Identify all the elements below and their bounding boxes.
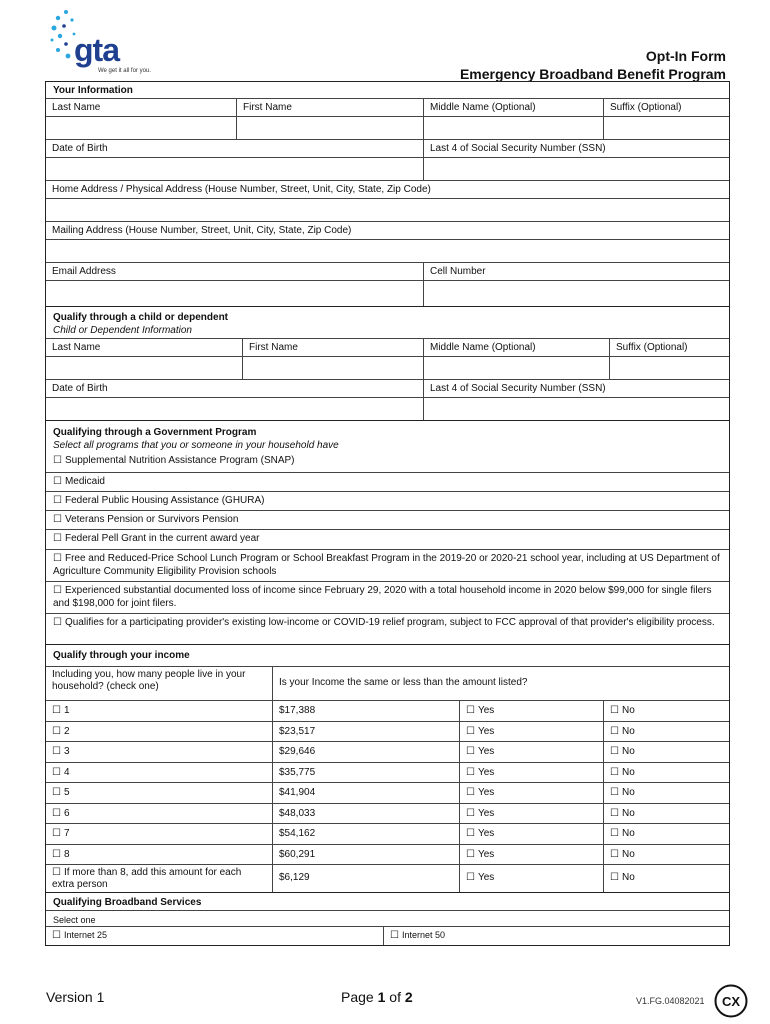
yes-label: Yes: [477, 725, 495, 737]
checkbox-icon[interactable]: ☐: [610, 848, 619, 860]
program-label: Medicaid: [64, 476, 105, 487]
logo-text: gta: [74, 32, 119, 68]
program-label: Supplemental Nutrition Assistance Program (SNAP): [64, 455, 295, 466]
household-size-option[interactable]: [46, 763, 272, 783]
middle-name-field[interactable]: [423, 117, 603, 139]
household-size-option[interactable]: [46, 742, 272, 762]
form-subtitle: Emergency Broadband Benefit Program: [459, 66, 726, 82]
checkbox-icon[interactable]: ☐: [466, 807, 475, 819]
child-dob-field[interactable]: [46, 398, 423, 420]
income-no-option[interactable]: [603, 763, 729, 783]
income-no-option[interactable]: [603, 804, 729, 824]
checkbox-icon[interactable]: ☐: [390, 930, 399, 941]
checkbox-icon[interactable]: ☐: [610, 807, 619, 819]
income-amount: $48,033: [272, 804, 459, 824]
income-row: [46, 823, 729, 844]
income-no-option[interactable]: [603, 701, 729, 721]
no-label: No: [621, 807, 635, 819]
no-label: No: [621, 725, 635, 737]
program-label: Veterans Pension or Survivors Pension: [64, 514, 239, 525]
household-size-label: If more than 8, add this amount for each extra person: [52, 867, 242, 890]
income-row: [46, 721, 729, 742]
income-yes-option[interactable]: [459, 804, 603, 824]
income-yes-option[interactable]: [459, 722, 603, 742]
no-label: No: [621, 766, 635, 778]
income-yes-option[interactable]: [459, 783, 603, 803]
mailing-address-label: Mailing Address (House Number, Street, Unit, City, State, Zip Code): [52, 225, 352, 236]
email-label: Email Address: [52, 266, 116, 277]
child-middle-name-field[interactable]: [423, 357, 609, 379]
child-middle-name-label: Middle Name (Optional): [423, 339, 609, 356]
checkbox-icon[interactable]: ☐: [53, 455, 62, 466]
child-suffix-label: Suffix (Optional): [609, 339, 729, 356]
income-amount: $6,129: [272, 865, 459, 892]
page-of: of: [389, 989, 401, 1005]
income-row: [46, 782, 729, 803]
yes-label: Yes: [477, 872, 495, 883]
no-label: No: [621, 787, 635, 798]
household-size-label: 3: [63, 746, 70, 757]
home-address-field[interactable]: [46, 199, 729, 221]
income-header-row: [46, 666, 729, 700]
form-title: Opt-In Form: [645, 48, 726, 64]
name-input-row: [46, 116, 729, 139]
home-address-input-row: [46, 198, 729, 221]
checkbox-icon[interactable]: ☐: [466, 746, 475, 757]
program-option-school-lunch[interactable]: [46, 549, 729, 581]
logo-tagline: We get it all for you.: [98, 68, 151, 74]
checkbox-icon[interactable]: ☐: [466, 725, 475, 737]
household-size-option[interactable]: [46, 865, 272, 892]
child-dob-label-row: [46, 379, 729, 397]
income-question-header: Is your Income the same or less than the amount listed?: [272, 667, 729, 700]
child-ssn-field[interactable]: [423, 398, 729, 420]
mailing-address-label-row: [46, 221, 729, 239]
mailing-address-field[interactable]: [46, 240, 729, 262]
income-row: [46, 762, 729, 783]
household-size-label: 4: [63, 766, 70, 778]
yes-label: Yes: [477, 787, 495, 798]
program-option-snap[interactable]: [46, 452, 729, 472]
yes-label: Yes: [477, 705, 495, 716]
footer-page-number: [341, 989, 413, 1005]
checkbox-icon[interactable]: ☐: [610, 828, 619, 839]
child-first-name-field[interactable]: [242, 357, 423, 379]
income-row: [46, 741, 729, 762]
income-yes-option[interactable]: [459, 701, 603, 721]
program-label: Experienced substantial documented loss of income since February 29, 2020 with a total household income in 2020 below $99,000 for single filers and $198,000 for joint filers.: [53, 585, 712, 609]
home-address-label-row: [46, 180, 729, 198]
checkbox-icon[interactable]: ☐: [52, 828, 61, 839]
child-ssn-label: Last 4 of Social Security Number (SSN): [423, 380, 729, 397]
program-label: Federal Pell Grant in the current award year: [64, 533, 260, 544]
your-info-heading: Your Information: [53, 85, 133, 96]
gov-heading: Qualifying through a Government Program: [46, 420, 729, 440]
checkbox-icon[interactable]: ☐: [610, 746, 619, 757]
checkbox-icon[interactable]: ☐: [610, 872, 619, 883]
checkbox-icon[interactable]: ☐: [610, 766, 619, 778]
dob-label-row: [46, 139, 729, 157]
checkbox-icon[interactable]: ☐: [52, 807, 61, 819]
opt-in-form: [45, 81, 730, 946]
child-last-name-label: Last Name: [52, 342, 101, 353]
income-amount: $54,162: [272, 824, 459, 844]
checkbox-icon[interactable]: ☐: [53, 553, 62, 564]
income-amount: $41,904: [272, 783, 459, 803]
page-prefix: Page: [341, 989, 374, 1005]
cell-field[interactable]: [423, 281, 729, 306]
dob-label: Date of Birth: [52, 143, 108, 154]
checkbox-icon[interactable]: ☐: [52, 766, 61, 778]
checkbox-icon[interactable]: ☐: [610, 705, 619, 716]
income-row: [46, 844, 729, 865]
checkbox-icon[interactable]: ☐: [52, 848, 61, 860]
ssn-label: Last 4 of Social Security Number (SSN): [423, 140, 729, 157]
checkbox-icon[interactable]: ☐: [466, 848, 475, 860]
footer-version: Version 1: [46, 989, 105, 1005]
no-label: No: [621, 828, 635, 839]
cell-label: Cell Number: [423, 263, 729, 280]
checkbox-icon[interactable]: ☐: [610, 787, 619, 798]
program-option-income-loss[interactable]: [46, 581, 729, 613]
dob-input-row: [46, 157, 729, 180]
first-name-field[interactable]: [236, 117, 423, 139]
service-label: Internet 50: [401, 930, 445, 940]
program-label: Qualifies for a participating provider's existing low-income or COVID-19 relief program, subject to FCC approval of that provider's eligibility process.: [64, 617, 715, 628]
child-heading: Qualify through a child or dependent: [46, 306, 729, 324]
no-label: No: [621, 848, 635, 860]
income-row: [46, 700, 729, 721]
email-field[interactable]: [46, 281, 423, 306]
child-name-input-row: [46, 356, 729, 379]
household-size-option[interactable]: [46, 701, 272, 721]
household-size-option[interactable]: [46, 783, 272, 803]
checkbox-icon[interactable]: ☐: [466, 872, 475, 883]
checkbox-icon[interactable]: ☐: [53, 585, 62, 596]
name-label-row: [46, 98, 729, 116]
child-dob-label: Date of Birth: [52, 383, 108, 394]
income-amount: $23,517: [272, 722, 459, 742]
child-suffix-field[interactable]: [609, 357, 729, 379]
income-row: [46, 803, 729, 824]
child-note: Child or Dependent Information: [53, 325, 192, 336]
gov-note: Select all programs that you or someone in your household have: [53, 440, 339, 451]
contact-label-row: [46, 262, 729, 280]
checkbox-icon[interactable]: ☐: [52, 725, 61, 737]
cx-badge-text: CX: [721, 994, 741, 1009]
income-no-option[interactable]: [603, 865, 729, 892]
home-address-label: Home Address / Physical Address (House Number, Street, Unit, City, State, Zip Code): [52, 184, 431, 195]
income-yes-option[interactable]: [459, 845, 603, 865]
page-total: 2: [404, 989, 413, 1005]
checkbox-icon[interactable]: ☐: [52, 867, 61, 878]
program-option-housing[interactable]: [46, 491, 729, 510]
checkbox-icon[interactable]: ☐: [466, 705, 475, 716]
program-option-provider[interactable]: [46, 613, 729, 644]
services-note: Select one: [46, 910, 729, 926]
service-label: Internet 25: [63, 930, 107, 940]
dob-field[interactable]: [46, 158, 423, 180]
program-option-pell[interactable]: [46, 529, 729, 549]
no-label: No: [621, 872, 635, 883]
suffix-field[interactable]: [603, 117, 729, 139]
page-num: 1: [377, 989, 386, 1005]
program-option-veterans[interactable]: [46, 510, 729, 529]
household-size-label: 6: [63, 807, 70, 819]
program-label: Free and Reduced-Price School Lunch Program or School Breakfast Program in the 2019-20 or 2020-21 school year, including at US Department of Agriculture Community Eligibility Provision schools: [53, 553, 720, 577]
checkbox-icon[interactable]: ☐: [466, 766, 475, 778]
household-size-label: 8: [63, 848, 70, 860]
household-size-option[interactable]: [46, 722, 272, 742]
checkbox-icon[interactable]: ☐: [466, 828, 475, 839]
services-heading: Qualifying Broadband Services: [46, 892, 729, 910]
income-rows: [46, 700, 729, 892]
yes-label: Yes: [477, 828, 495, 839]
household-size-header: Including you, how many people live in your household? (check one): [52, 669, 246, 692]
program-option-medicaid[interactable]: [46, 472, 729, 491]
household-size-label: 2: [63, 725, 70, 737]
income-row: [46, 864, 729, 892]
yes-label: Yes: [477, 848, 495, 860]
household-size-option[interactable]: [46, 845, 272, 865]
household-size-label: 1: [63, 705, 70, 716]
income-no-option[interactable]: [603, 824, 729, 844]
gta-logo: [46, 8, 156, 78]
child-dob-input-row: [46, 397, 729, 420]
household-size-option[interactable]: [46, 804, 272, 824]
form-code: V1.FG.04082021: [636, 996, 705, 1006]
income-no-option[interactable]: [603, 845, 729, 865]
income-no-option[interactable]: [603, 722, 729, 742]
child-name-label-row: [46, 338, 729, 356]
income-no-option[interactable]: [603, 742, 729, 762]
yes-label: Yes: [477, 746, 495, 757]
checkbox-icon[interactable]: ☐: [52, 787, 61, 798]
income-amount: $29,646: [272, 742, 459, 762]
checkbox-icon[interactable]: ☐: [52, 705, 61, 716]
cx-badge-icon: [714, 984, 748, 1018]
income-heading: Qualify through your income: [46, 644, 729, 666]
form-title-block: [460, 47, 726, 83]
middle-name-label: Middle Name (Optional): [423, 99, 603, 116]
program-label: Federal Public Housing Assistance (GHURA): [64, 495, 265, 506]
income-amount: $35,775: [272, 763, 459, 783]
checkbox-icon[interactable]: ☐: [53, 533, 62, 544]
checkbox-icon[interactable]: ☐: [466, 787, 475, 798]
income-yes-option[interactable]: [459, 824, 603, 844]
last-name-label: Last Name: [52, 102, 101, 113]
no-label: No: [621, 705, 635, 716]
contact-input-row: [46, 280, 729, 306]
last-name-field[interactable]: [46, 117, 236, 139]
checkbox-icon[interactable]: ☐: [610, 725, 619, 737]
first-name-label: First Name: [236, 99, 423, 116]
service-option-25[interactable]: [46, 927, 383, 945]
checkbox-icon[interactable]: ☐: [53, 514, 62, 525]
income-yes-option[interactable]: [459, 763, 603, 783]
household-size-option[interactable]: [46, 824, 272, 844]
yes-label: Yes: [477, 766, 495, 778]
no-label: No: [621, 746, 635, 757]
income-yes-option[interactable]: [459, 865, 603, 892]
services-options-row: [46, 926, 729, 945]
child-last-name-field[interactable]: [46, 357, 242, 379]
checkbox-icon[interactable]: ☐: [53, 617, 62, 628]
service-option-50[interactable]: [383, 927, 729, 945]
household-size-label: 7: [63, 828, 70, 839]
income-amount: $17,388: [272, 701, 459, 721]
mailing-address-input-row: [46, 239, 729, 262]
suffix-label: Suffix (Optional): [603, 99, 729, 116]
checkbox-icon[interactable]: ☐: [52, 930, 61, 941]
checkbox-icon[interactable]: ☐: [53, 495, 62, 506]
ssn-field[interactable]: [423, 158, 729, 180]
income-amount: $60,291: [272, 845, 459, 865]
income-no-option[interactable]: [603, 783, 729, 803]
child-first-name-label: First Name: [242, 339, 423, 356]
income-yes-option[interactable]: [459, 742, 603, 762]
yes-label: Yes: [477, 807, 495, 819]
checkbox-icon[interactable]: ☐: [52, 746, 61, 757]
household-size-label: 5: [63, 787, 70, 798]
checkbox-icon[interactable]: ☐: [53, 476, 62, 487]
